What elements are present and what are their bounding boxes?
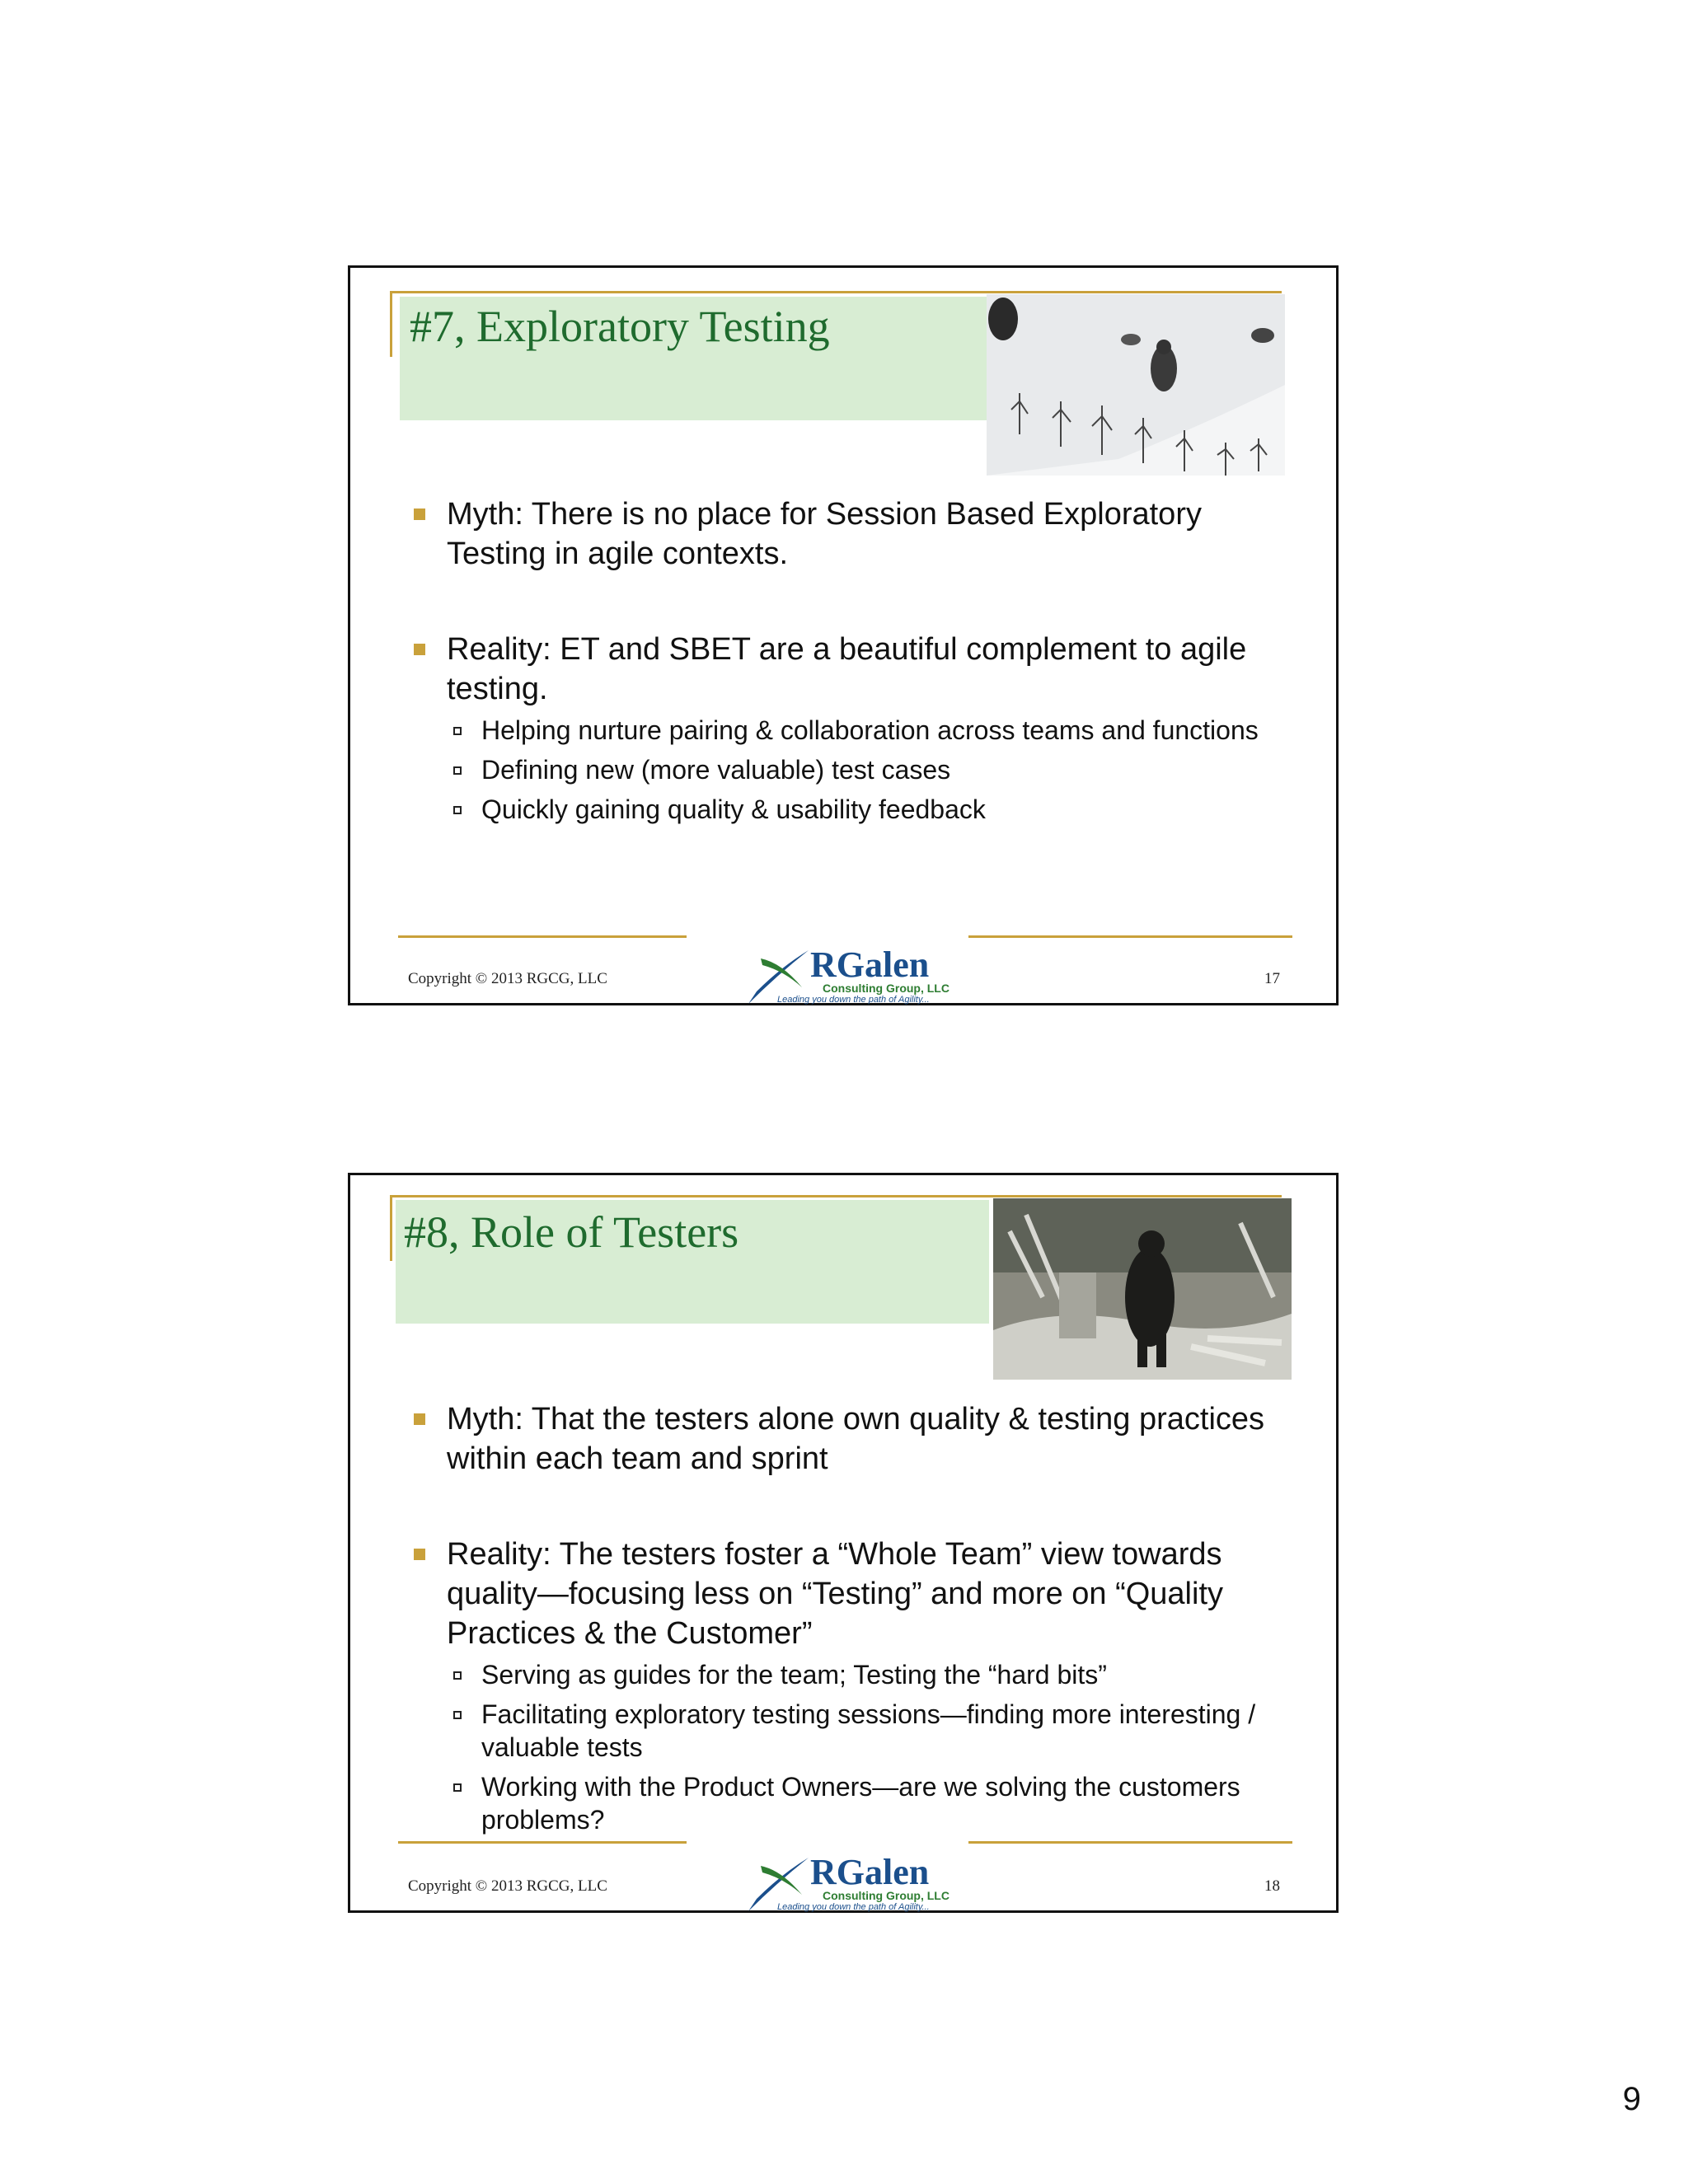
logo-tagline: Leading you down the path of Agility...: [777, 995, 930, 1005]
footer-rule: [398, 935, 687, 938]
sub-bullet-text: Defining new (more valuable) test cases: [481, 755, 951, 785]
copyright: Copyright © 2013 RGCG, LLC: [408, 1877, 607, 1895]
sub-bullet-item: [404, 793, 1287, 826]
slide-number: 17: [1264, 970, 1280, 987]
bigfoot-snow-photo-icon: [987, 294, 1285, 476]
checkbox-bullet-icon: [453, 1671, 462, 1680]
title-rule-left: [390, 1195, 392, 1261]
rgalen-logo: [744, 942, 959, 1008]
title-rule: [390, 291, 1282, 293]
bullet-square-icon: [414, 644, 425, 655]
bullet-square-icon: [414, 509, 425, 520]
sub-bullet-item: [404, 714, 1287, 747]
sub-bullet-item: [404, 1698, 1287, 1764]
logo-name: RGalen: [810, 944, 930, 985]
bullet-text: Myth: That the testers alone own quality & testing practices within each team and sprint: [447, 1402, 1265, 1476]
bigfoot-forest-photo-icon: [993, 1198, 1292, 1380]
title-rule: [390, 1195, 1282, 1197]
checkbox-bullet-icon: [453, 1783, 462, 1792]
slide-number: 18: [1264, 1877, 1280, 1895]
title-rule-left: [390, 291, 392, 357]
rgalen-logo: [744, 1849, 959, 1915]
slide-title: #7, Exploratory Testing: [410, 302, 830, 351]
bullet-text: Reality: ET and SBET are a beautiful complement to agile testing.: [447, 632, 1247, 706]
bullet-item: [404, 1399, 1287, 1479]
bullet-text: Reality: The testers foster a “Whole Team” view towards quality—focusing less on “Testing” and more on “Quality Practices & the Customer”: [447, 1537, 1224, 1651]
bullet-square-icon: [414, 1413, 425, 1425]
footer-rule: [398, 1841, 687, 1844]
sub-bullet-item: [404, 1658, 1287, 1691]
copyright: Copyright © 2013 RGCG, LLC: [408, 970, 607, 987]
slide-18: [348, 1173, 1339, 1913]
logo-name: RGalen: [810, 1852, 930, 1892]
slide-content: [404, 1399, 1287, 1836]
checkbox-bullet-icon: [453, 727, 462, 735]
document-page-number: 9: [1622, 2081, 1641, 2117]
sub-bullet-item: [404, 1770, 1287, 1836]
logo-subtitle: Consulting Group, LLC: [823, 982, 950, 995]
bullet-item: [404, 1535, 1287, 1653]
sub-bullet-text: Quickly gaining quality & usability feedback: [481, 794, 986, 824]
sub-bullet-text: Working with the Product Owners—are we solving the customers problems?: [481, 1772, 1240, 1835]
bullet-item: [404, 630, 1287, 709]
checkbox-bullet-icon: [453, 766, 462, 775]
checkbox-bullet-icon: [453, 806, 462, 814]
logo-tagline: Leading you down the path of Agility...: [777, 1902, 930, 1912]
logo-subtitle: Consulting Group, LLC: [823, 1889, 950, 1902]
sub-bullet-text: Helping nurture pairing & collaboration across teams and functions: [481, 715, 1259, 745]
sub-bullet-text: Facilitating exploratory testing sessions—finding more interesting / valuable tests: [481, 1699, 1256, 1762]
checkbox-bullet-icon: [453, 1711, 462, 1719]
sub-bullet-text: Serving as guides for the team; Testing the “hard bits”: [481, 1660, 1107, 1690]
footer-rule: [968, 935, 1292, 938]
bullet-square-icon: [414, 1549, 425, 1560]
slide-content: [404, 494, 1287, 826]
bullet-text: Myth: There is no place for Session Based Exploratory Testing in agile contexts.: [447, 497, 1202, 571]
bullet-item: [404, 494, 1287, 574]
sub-bullet-item: [404, 753, 1287, 786]
footer-rule: [968, 1841, 1292, 1844]
slide-17: [348, 265, 1339, 1005]
slide-title: #8, Role of Testers: [404, 1207, 739, 1257]
